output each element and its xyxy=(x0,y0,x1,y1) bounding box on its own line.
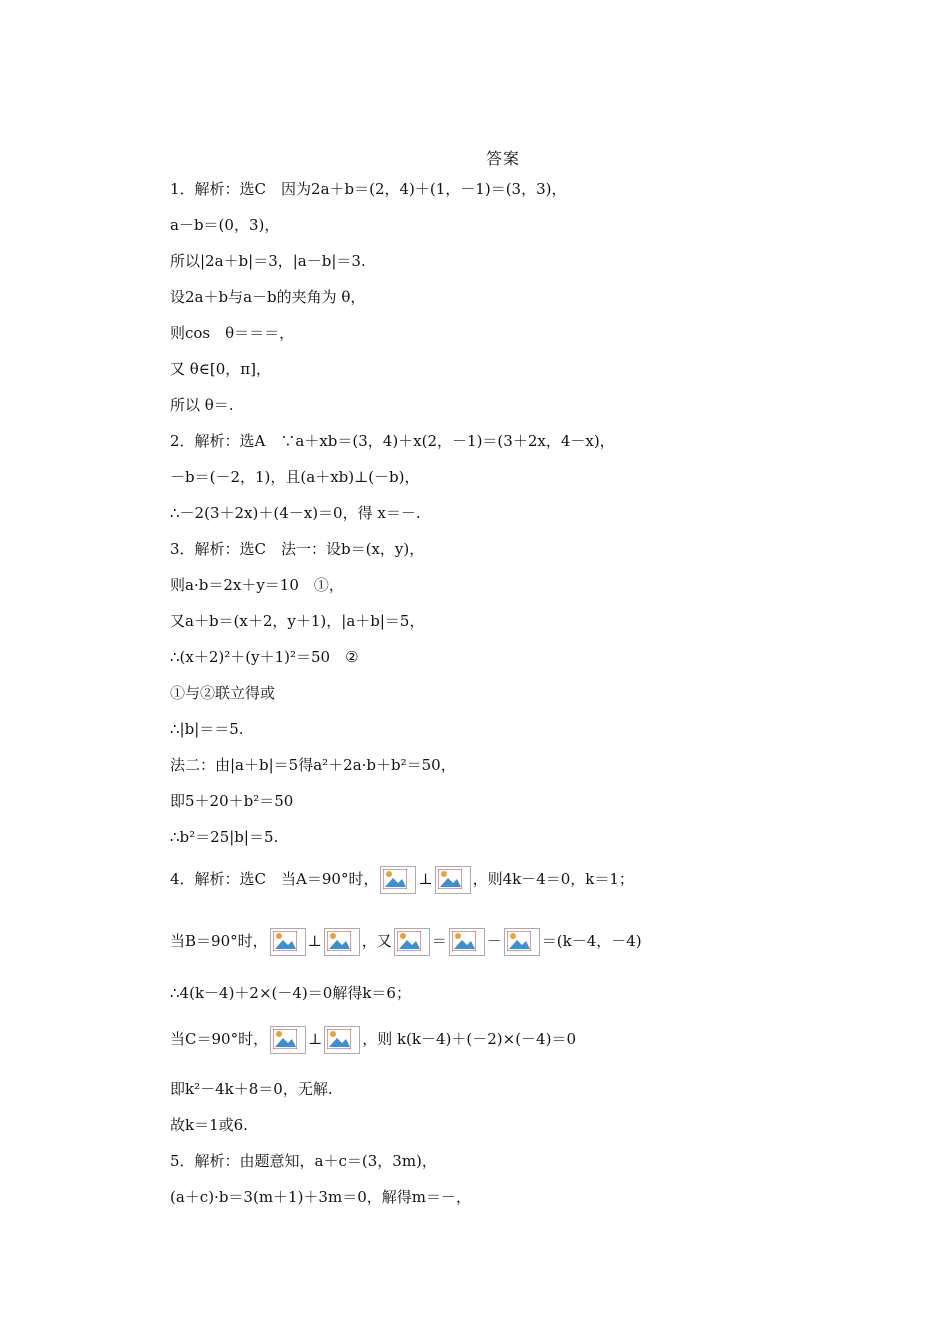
text-line: ∴－2(3＋2x)＋(4－x)＝0，得 x＝－. xyxy=(170,504,421,522)
text-line: 又a＋b＝(x＋2，y＋1)，|a＋b|＝5， xyxy=(170,612,425,630)
text-line: 设2a＋b与a－b的夹角为 θ， xyxy=(170,288,366,306)
text-segment: ＝(k－4，－4) xyxy=(541,932,642,950)
text-line: 故k＝1或6. xyxy=(170,1116,248,1134)
text-segment: － xyxy=(486,932,502,950)
text-line xyxy=(170,928,642,956)
text-line: ∴|b|＝＝5. xyxy=(170,720,244,738)
broken-image-icon xyxy=(435,866,471,894)
text-line: 即5＋20＋b²＝50 xyxy=(170,792,294,810)
broken-image-icon xyxy=(504,928,540,956)
text-line: 所以 θ＝. xyxy=(170,396,234,414)
text-line: 即k²－4k＋8＝0，无解. xyxy=(170,1080,333,1098)
broken-image-icon xyxy=(449,928,485,956)
text-segment: ⊥ xyxy=(418,870,433,888)
text-line: 3．解析：选C 法一：设b＝(x，y)， xyxy=(170,540,425,558)
broken-image-icon xyxy=(270,928,306,956)
text-line: 则a·b＝2x＋y＝10 ①， xyxy=(170,576,344,594)
broken-image-icon xyxy=(394,928,430,956)
text-segment: ，又 xyxy=(361,932,392,950)
text-line: a－b＝(0，3)， xyxy=(170,216,280,234)
text-line: 又 θ∈[0，π]， xyxy=(170,360,272,378)
text-line: 5．解析：由题意知，a＋c＝(3，3m)， xyxy=(170,1152,437,1170)
text-segment: 4．解析：选C 当A＝90°时， xyxy=(170,870,379,888)
text-line: 则cos θ＝＝＝， xyxy=(170,324,295,342)
text-line: ∴(x＋2)²＋(y＋1)²＝50 ② xyxy=(170,648,359,666)
text-line: (a＋c)·b＝3(m＋1)＋3m＝0，解得m＝－， xyxy=(170,1188,471,1206)
text-line: 2．解析：选A ∵a＋xb＝(3，4)＋x(2，－1)＝(3＋2x，4－x)， xyxy=(170,432,615,450)
text-line: ∴4(k－4)＋2×(－4)＝0解得k＝6； xyxy=(170,984,411,1002)
text-line xyxy=(170,866,634,894)
text-line: －b＝(－2，1)，且(a＋xb)⊥(－b)， xyxy=(170,468,420,486)
text-line: ∴b²＝25|b|＝5. xyxy=(170,828,279,846)
text-line: ①与②联立得或 xyxy=(170,684,276,702)
broken-image-icon xyxy=(324,928,360,956)
broken-image-icon xyxy=(324,1026,360,1054)
text-segment: ，则4k－4＝0，k＝1； xyxy=(472,870,634,888)
broken-image-icon xyxy=(380,866,416,894)
text-segment: ，则 k(k－4)＋(－2)×(－4)＝0 xyxy=(362,1030,576,1048)
text-line: 1．解析：选C 因为2a＋b＝(2，4)＋(1，－1)＝(3，3)， xyxy=(170,180,567,198)
text-segment: 当B＝90°时， xyxy=(170,932,268,950)
broken-image-icon xyxy=(270,1026,306,1054)
text-segment: 当C＝90°时， xyxy=(170,1030,269,1048)
text-segment: ＝ xyxy=(431,932,447,950)
text-line xyxy=(170,1026,576,1054)
text-segment: ⊥ xyxy=(308,1030,323,1048)
text-line: 所以|2a＋b|＝3，|a－b|＝3. xyxy=(170,252,366,270)
text-segment: ⊥ xyxy=(307,932,322,950)
text-line: 法二：由|a＋b|＝5得a²＋2a·b＋b²＝50， xyxy=(170,756,456,774)
page-title: 答案 xyxy=(485,149,520,168)
